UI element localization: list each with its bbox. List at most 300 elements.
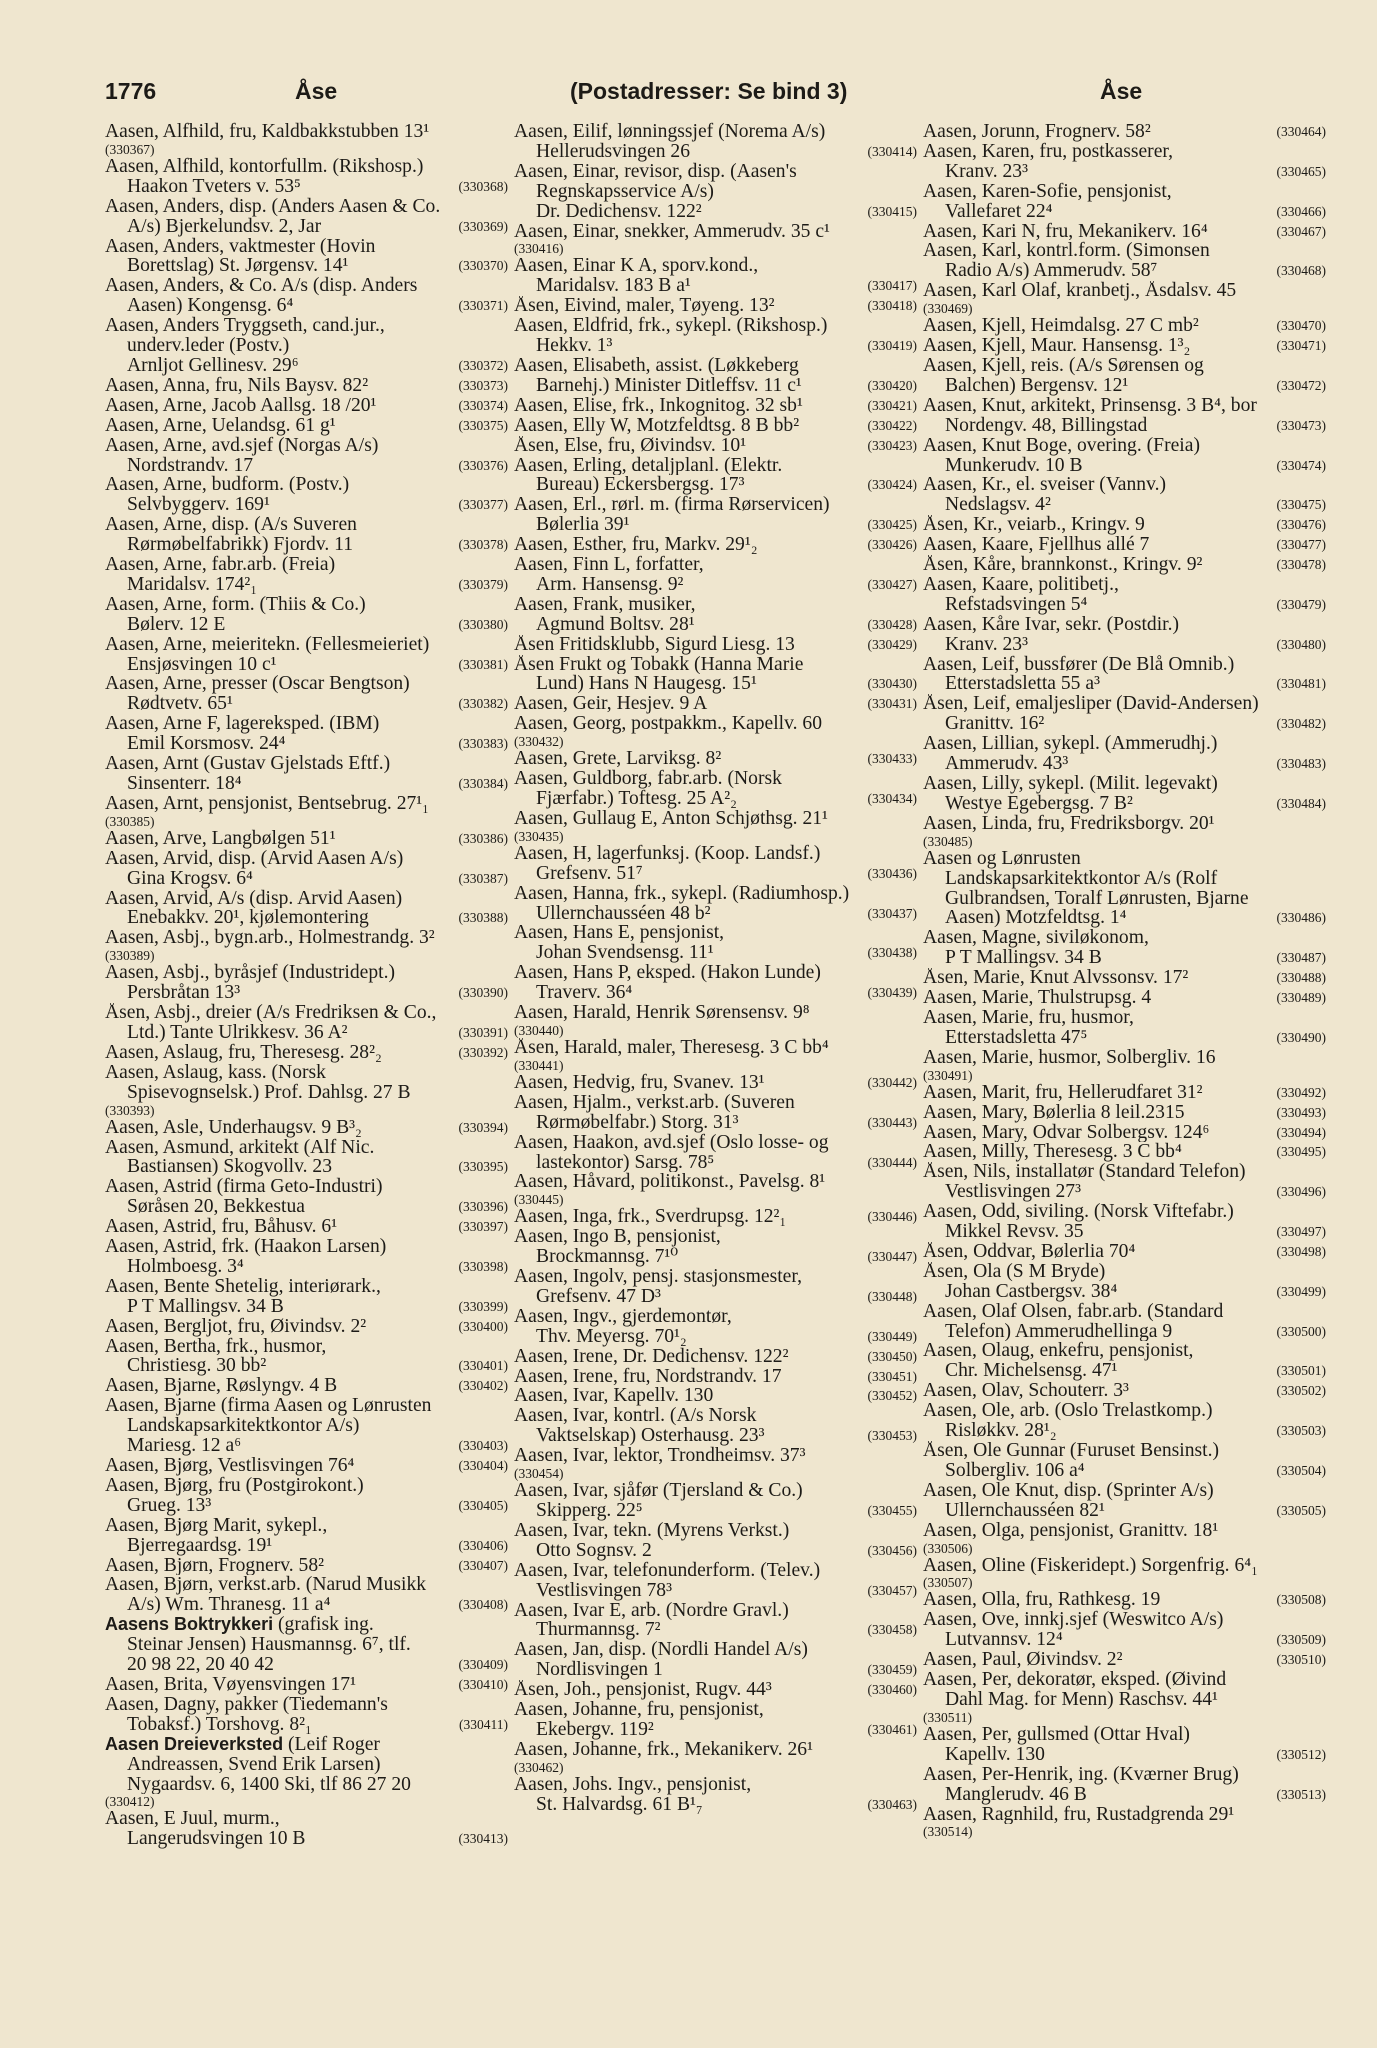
directory-entry: [105, 1376, 508, 1396]
entry-name-line: Åsen, Ola (S M Bryde): [923, 1261, 1106, 1282]
directory-entry: [923, 1670, 1326, 1725]
entry-continuation-line: Nedslagsv. 4²: [945, 495, 1051, 516]
entry-name-line: Aasen, Hans E, pensjonist,: [514, 923, 725, 944]
entry-code: (330499): [1276, 1283, 1326, 1299]
entry-name-line: Aasen, Astrid, frk. (Haakon Larsen): [105, 1237, 387, 1257]
entry-continuation-line: Fjærfabr.) Toftesg. 25 A²₂: [536, 789, 737, 809]
entry-name-line: Aasen, Kjell, Heimdalsg. 27 C mb²: [923, 316, 1199, 337]
directory-entry: [923, 142, 1326, 182]
directory-entry: [923, 1765, 1326, 1805]
entry-continuation-line: Telefon) Ammerudhellinga 9: [945, 1321, 1173, 1342]
entry-name-line: Åsen Fritidsklubb, Sigurd Liesg. 13: [514, 634, 795, 655]
directory-entry: [514, 122, 917, 162]
entry-continuation-line: Bastiansen) Skogvollv. 23: [127, 1157, 332, 1178]
entry-continuation-line: lastekontor) Sarsg. 78⁵: [536, 1152, 715, 1173]
entry-code: (330484): [1276, 795, 1326, 811]
entry-code: (330451): [867, 1368, 917, 1384]
entry-code: (330396): [458, 1199, 508, 1215]
entry-code: (330458): [867, 1622, 917, 1638]
entry-name-line: Aasen, Kari N, fru, Mekanikerv. 16⁴: [923, 221, 1208, 242]
directory-entry: [514, 694, 917, 714]
directory-entry: [923, 774, 1326, 814]
directory-entry: [514, 436, 917, 456]
directory-entry: [514, 1367, 917, 1387]
entry-continuation-line: Vestlisvingen 27³: [945, 1182, 1081, 1203]
entry-name-line: Aasen, Elisabeth, assist. (Løkkeberg: [514, 355, 799, 376]
entry-code: (330384): [458, 776, 508, 791]
entry-code: (330488): [1276, 970, 1326, 986]
entry-continuation-line: P T Mallingsv. 34 B: [127, 1296, 284, 1317]
entry-name-line: Aasen, Kaare, politibetj.,: [923, 574, 1119, 595]
entry-code: (330373): [458, 377, 508, 393]
directory-entry: [923, 849, 1326, 929]
entry-continuation-line: Tobaksf.) Torshovg. 8²₁: [127, 1714, 312, 1735]
entry-continuation-line: Bølerv. 12 E: [127, 614, 226, 635]
entry-name-line: Aasen, Arne, Uelandsg. 61 g¹: [105, 415, 336, 436]
entry-name-line: Aasen, Kjell, reis. (A/s Sørensen og: [923, 355, 1204, 376]
entry-continuation-line: Lund) Hans N Haugesg. 15¹: [536, 674, 757, 695]
entry-name-line: Aasen, Ivar, telefonunderform. (Telev.): [514, 1560, 821, 1581]
entry-name-line: Aasen, Mary, Odvar Solbergsv. 124⁶: [923, 1122, 1210, 1143]
entry-name-line: Aasen, Alfhild, kontorfullm. (Rikshosp.): [105, 156, 424, 177]
entry-name-line: Aasen, Mary, Bølerlia 8 leil.2315: [923, 1102, 1185, 1123]
entry-name-line: Aasen, Lilly, sykepl. (Milit. legevakt): [923, 774, 1218, 794]
entry-code: (330435): [514, 828, 564, 844]
entry-continuation-line: Lutvannsv. 12⁴: [945, 1630, 1063, 1651]
entry-name-line: Aasen, Erling, detaljplanl. (Elektr.: [514, 455, 783, 476]
entry-name-line: Aasen, Aslaug, kass. (Norsk: [105, 1062, 326, 1083]
entry-continuation-line: P T Mallingsv. 34 B: [945, 948, 1102, 969]
entry-name-line: Aasen, Arvid, disp. (Arvid Aasen A/s): [105, 848, 404, 869]
directory-entry: [923, 1202, 1326, 1242]
entry-name-line: Aasen, Knut Boge, overing. (Freia): [923, 435, 1200, 456]
entry-continuation-line: Vaktselskap) Osterhausg. 23³: [536, 1426, 765, 1447]
directory-entry: [923, 1556, 1326, 1591]
directory-entry: [514, 1446, 917, 1481]
entry-name-line: Aasen, Oline (Fiskeridept.) Sorgenfrig. 6⁴₁: [923, 1555, 1258, 1576]
entry-continuation-line: Grefsenv. 47 D³: [536, 1286, 661, 1307]
directory-entry: [514, 1133, 917, 1173]
directory-entry: [923, 436, 1326, 476]
directory-entry: [105, 1476, 508, 1516]
entry-code: (330438): [867, 945, 917, 961]
directory-entry: [105, 1575, 508, 1615]
entry-continuation-line: Risløkkv. 28¹₂: [945, 1421, 1057, 1441]
entry-code: (330508): [1276, 1592, 1326, 1608]
directory-entry: [923, 316, 1326, 336]
directory-entry: [105, 754, 508, 794]
directory-entry: [514, 356, 917, 396]
entry-name-line: Aasen, Arve, Langbølgen 51¹: [105, 828, 336, 849]
entry-continuation-line: A/s) Wm. Thranesg. 11 a⁴: [127, 1595, 331, 1616]
entry-code: (330446): [867, 1209, 917, 1225]
directory-entry: [923, 988, 1326, 1008]
entry-code: (330487): [1276, 950, 1326, 966]
entry-code: (330367): [105, 141, 155, 157]
entry-name-line: Aasen, Bjørg, fru (Postgirokont.): [105, 1475, 364, 1496]
entry-name-line: Aasen, Olla, fru, Rathkesg. 19: [923, 1590, 1161, 1611]
directory-entry: [105, 963, 508, 1003]
entry-code: (330409): [458, 1657, 508, 1673]
directory-entry: [514, 256, 917, 296]
entry-code: (330483): [1276, 756, 1326, 772]
directory-entry: [923, 1521, 1326, 1556]
entry-name-line: Aasen, Ingolv, pensj. stasjonsmester,: [514, 1267, 802, 1287]
entry-code: (330368): [458, 178, 508, 194]
entry-name-line: Aasen, Arne F, lagereksped. (IBM): [105, 714, 380, 735]
entry-code: (330377): [458, 497, 508, 513]
entry-code: (330473): [1276, 417, 1326, 433]
entry-name-line: Aasen, Asbj., byråsjef (Industridept.): [105, 963, 396, 984]
entry-code: (330424): [867, 477, 917, 493]
entry-code: (330430): [867, 676, 917, 692]
directory-entry: [923, 222, 1326, 242]
entry-code: (330454): [514, 1466, 564, 1482]
entry-code: (330408): [458, 1597, 508, 1613]
directory-entry: [923, 1341, 1326, 1381]
entry-code: (330431): [867, 696, 917, 712]
entry-code: (330428): [867, 616, 917, 632]
entry-continuation-line: Granittv. 16²: [945, 714, 1045, 735]
entry-name-line: Aasen, Bjørn, Frognerv. 58²: [105, 1555, 325, 1576]
entry-name-line: Aasen, Bergljot, fru, Øivindsv. 2²: [105, 1316, 367, 1337]
entry-name-line: Aasen, Johanne, frk., Mekanikerv. 26¹: [514, 1739, 813, 1760]
entry-continuation-line: 20 98 22, 20 40 42: [127, 1655, 274, 1675]
entry-code: (330417): [867, 278, 917, 294]
entry-code: (330427): [867, 576, 917, 592]
entry-name-line: Aasen, Geir, Hesjev. 9 A: [514, 694, 708, 715]
entry-name-line: Aasen, Einar, snekker, Ammerudv. 35 c¹: [514, 221, 830, 242]
entry-code: (330475): [1276, 497, 1326, 513]
directory-entry: [105, 1063, 508, 1118]
entry-code: (330512): [1276, 1746, 1326, 1762]
entry-code: (330434): [867, 791, 917, 806]
entry-continuation-line: Radio A/s) Ammerudv. 58⁷: [945, 261, 1158, 282]
entry-code: (330504): [1276, 1462, 1326, 1478]
entry-continuation-line: Enebakkv. 20¹, kjølemontering: [127, 908, 369, 929]
entry-name-line: Aasen, Arne, Jacob Aallsg. 18 /20¹: [105, 395, 377, 416]
entry-code: (330485): [923, 833, 973, 849]
entry-continuation-line: Maridalsv. 183 B a¹: [536, 276, 691, 297]
directory-entry: [923, 1481, 1326, 1521]
directory-entry: [105, 1003, 508, 1043]
directory-entry: [105, 1177, 508, 1217]
directory-entry: [514, 222, 917, 257]
directory-entry: [105, 714, 508, 754]
entry-continuation-line: Borettslag) St. Jørgensv. 14¹: [127, 256, 349, 277]
entry-code: (330414): [867, 143, 917, 159]
entry-continuation-line: Ensjøsvingen 10 c¹: [127, 654, 277, 675]
entry-code: (330404): [458, 1458, 508, 1473]
entry-code: (330391): [458, 1024, 508, 1040]
entry-name-line: Aasen, Ivar, lektor, Trondheimsv. 37³: [514, 1446, 806, 1467]
entry-name-line: Aasen, Ivar, tekn. (Myrens Verkst.): [514, 1520, 790, 1541]
directory-entry: [105, 1695, 508, 1735]
entry-code: (330426): [867, 537, 917, 553]
entry-code: (330397): [458, 1219, 508, 1235]
entry-code: (330371): [458, 298, 508, 314]
entry-name-line: Aasen, Marit, fru, Hellerudfaret 31²: [923, 1082, 1203, 1103]
column-2: [514, 122, 917, 2032]
directory-entry: [923, 694, 1326, 734]
directory-entry: [514, 316, 917, 356]
entry-code: (330509): [1276, 1632, 1326, 1648]
entry-continuation-line: Mikkel Revsv. 35: [945, 1222, 1084, 1242]
entry-continuation-line: Andreassen, Svend Erik Larsen): [127, 1754, 381, 1775]
directory-entry: [514, 1003, 917, 1038]
entry-code: (330429): [867, 636, 917, 652]
entry-code: (330389): [105, 948, 155, 964]
entry-continuation-line: Nordstrandv. 17: [127, 455, 254, 476]
entry-code: (330442): [867, 1074, 917, 1090]
entry-code: (330388): [458, 910, 508, 926]
entry-code: (330383): [458, 736, 508, 752]
directory-entry: [923, 1650, 1326, 1670]
entry-name-line: Aasen, Elly W, Motzfeldtsg. 8 B bb²: [514, 415, 800, 436]
entry-continuation-line: Steinar Jensen) Hausmannsg. 6⁷, tlf.: [127, 1635, 411, 1656]
entry-code: (330385): [105, 813, 155, 829]
entry-code: (330450): [867, 1348, 917, 1364]
entry-name-line: Aasen, Karen-Sofie, pensjonist,: [923, 181, 1172, 202]
directory-entry: [105, 1675, 508, 1695]
entry-name-line: Aasen, Erl., rørl. m. (firma Rørservicen): [514, 495, 830, 516]
entry-name-line: Aasen, Hedvig, fru, Svanev. 13¹: [514, 1072, 765, 1093]
entry-code: (330423): [867, 437, 917, 453]
entry-code: (330413): [458, 1831, 508, 1847]
entry-name-line: Aasen, Aslaug, fru, Theresesg. 28²₂: [105, 1042, 382, 1063]
entry-name-line: Aasen, Ole, arb. (Oslo Trelastkomp.): [923, 1401, 1213, 1422]
directory-entry: [514, 1700, 917, 1740]
directory-entry: [923, 182, 1326, 222]
entry-name-line: Aasen, Marie, fru, husmor,: [923, 1007, 1134, 1028]
entry-name-line: Aasen, Arne, form. (Thiis & Co.): [105, 594, 366, 615]
entry-continuation-line: Ullernchausséen 82¹: [945, 1500, 1105, 1521]
right-guide-word: Åse: [1100, 78, 1143, 104]
entry-continuation-line: A/s) Bjerkelundsv. 2, Jar: [127, 216, 322, 237]
directory-columns: [105, 122, 1350, 2032]
entry-name-line: Aasen, Marie, husmor, Solbergliv. 16: [923, 1047, 1216, 1068]
entry-name-line: Aasen, Haakon, avd.sjef (Oslo losse- og: [514, 1132, 829, 1153]
entry-name-line: Aasen, Einar, revisor, disp. (Aasen's: [514, 161, 797, 182]
entry-name-line: Aasen, Asbj., bygn.arb., Holmestrandg. 3²: [105, 928, 435, 949]
entry-code: (330444): [867, 1154, 917, 1170]
directory-entry: [105, 889, 508, 929]
directory-entry: [105, 829, 508, 849]
entry-code: (330474): [1276, 457, 1326, 473]
entry-code: (330455): [867, 1503, 917, 1518]
entry-continuation-line: Gulbrandsen, Toralf Lønrusten, Bjarne: [945, 888, 1249, 909]
entry-continuation-line: Nordlisvingen 1: [536, 1660, 663, 1681]
entry-continuation-line: Bureau) Eckersbergsg. 17³: [536, 475, 745, 496]
directory-entry: [105, 376, 508, 396]
directory-entry: [923, 1590, 1326, 1610]
entry-name-line: Aasen, Asmund, arkitekt (Alf Nic.: [105, 1137, 375, 1158]
directory-entry: [514, 1038, 917, 1073]
entry-name-line: Aasen og Lønrusten: [923, 848, 1081, 869]
directory-entry: [514, 495, 917, 535]
directory-entry: [514, 1640, 917, 1680]
entry-code: (330432): [514, 734, 564, 750]
entry-continuation-line: Brockmannsg. 7¹⁰: [536, 1247, 679, 1268]
entry-code: (330386): [458, 830, 508, 846]
entry-name-line: Aasen, Karl Olaf, kranbetj., Åsdalsv. 45: [923, 281, 1237, 302]
entry-continuation-line: Mariesg. 12 a⁶: [127, 1436, 242, 1456]
entry-code: (330419): [867, 338, 917, 354]
directory-entry: [923, 1083, 1326, 1103]
entry-name-line: Aasen, Karen, fru, postkasserer,: [923, 141, 1174, 162]
entry-name-line: Aasen, Ivar, sjåfør (Tjersland & Co.): [514, 1481, 803, 1501]
directory-entry: [923, 241, 1326, 281]
entry-code: (330379): [458, 576, 508, 592]
directory-entry: [105, 1735, 508, 1810]
directory-entry: [923, 1048, 1326, 1083]
entry-code: (330452): [867, 1388, 917, 1404]
directory-entry: [105, 396, 508, 416]
entry-continuation-line: Bølerlia 39¹: [536, 515, 630, 536]
entry-name-line: Åsen, Ole Gunnar (Furuset Bensinst.): [923, 1441, 1220, 1461]
entry-code: (330457): [867, 1582, 917, 1598]
entry-code: (330453): [867, 1428, 917, 1444]
entry-code: (330503): [1276, 1423, 1326, 1439]
directory-entry: [923, 968, 1326, 988]
entry-code: (330392): [458, 1044, 508, 1060]
directory-entry: [514, 1601, 917, 1641]
entry-name-line: Aasen, Hans P, eksped. (Hakon Lunde): [514, 963, 821, 984]
entry-continuation-line: Manglerudv. 46 B: [945, 1784, 1087, 1805]
directory-entry: [105, 1043, 508, 1063]
entry-name-line: Åsen, Oddvar, Bølerlia 70⁴: [923, 1241, 1136, 1262]
entry-code: (330439): [867, 985, 917, 1001]
directory-entry: [105, 1516, 508, 1556]
directory-entry: [923, 814, 1326, 849]
entry-code: (330468): [1276, 263, 1326, 279]
directory-entry: [105, 276, 508, 316]
entry-name-line: Aasen, Arne, budform. (Postv.): [105, 475, 350, 496]
entry-name-line: Aasen, Dagny, pakker (Tiedemann's: [105, 1694, 388, 1715]
entry-code: (330440): [514, 1022, 564, 1038]
entry-code: (330479): [1276, 596, 1326, 612]
entry-continuation-line: Regnskapsservice A/s): [536, 181, 714, 202]
entry-name-line: Aasen, H, lagerfunksj. (Koop. Landsf.): [514, 843, 821, 864]
directory-entry: [923, 555, 1326, 575]
entry-name-line: Aasen, Leif, bussfører (De Blå Omnib.): [923, 654, 1235, 675]
entry-continuation-line: Ullernchausséen 48 b²: [536, 903, 711, 924]
entry-name-line: Aasen, Bente Shetelig, interiørark.,: [105, 1276, 381, 1297]
entry-name-line: Aasen, Anna, fru, Nils Baysv. 82²: [105, 375, 369, 396]
directory-entry: [105, 1317, 508, 1337]
entry-code: (330478): [1276, 557, 1326, 573]
entry-code: (330370): [458, 258, 508, 274]
entry-name-line: Aasen, E Juul, murm.,: [105, 1809, 280, 1830]
entry-continuation-line: Nordengv. 48, Billingstad: [945, 415, 1148, 436]
entry-code: (330395): [458, 1159, 508, 1175]
entry-code: (330466): [1276, 203, 1326, 219]
directory-entry: [923, 356, 1326, 396]
entry-continuation-line: Dahl Mag. for Menn) Raschsv. 44¹: [945, 1689, 1218, 1710]
entry-code: (330400): [458, 1318, 508, 1334]
directory-entry: [514, 396, 917, 416]
entry-continuation-line: Spisevognselsk.) Prof. Dahlsg. 27 B: [127, 1082, 411, 1103]
entry-name-line: Aasen, Arne, meieritekn. (Fellesmeieriet): [105, 634, 430, 655]
directory-entry: [923, 535, 1326, 555]
entry-code: (330502): [1276, 1383, 1326, 1399]
entry-code: (330501): [1276, 1363, 1326, 1379]
directory-entry: [105, 1809, 508, 1849]
directory-entry: [514, 1521, 917, 1561]
entry-name-line: Åsen, Nils, installatør (Standard Telefon): [923, 1162, 1246, 1183]
entry-code: (330472): [1276, 377, 1326, 393]
entry-code: (330437): [867, 905, 917, 921]
entry-name-line: Aasen, Kr., el. sveiser (Vannv.): [923, 475, 1167, 496]
directory-entry: [514, 1093, 917, 1133]
entry-code: (330399): [458, 1298, 508, 1314]
entry-continuation-line: Langerudsvingen 10 B: [127, 1829, 306, 1850]
entry-continuation-line: Dr. Dedichensv. 122²: [536, 201, 702, 222]
directory-entry: [514, 1775, 917, 1815]
entry-name-line: Aasen, Anders, disp. (Anders Aasen & Co.: [105, 196, 441, 217]
entry-continuation-line: Søråsen 20, Bekkestua: [127, 1197, 305, 1218]
directory-entry: [514, 1406, 917, 1446]
entry-code: (330471): [1276, 338, 1326, 354]
entry-continuation-line: underv.leder (Postv.): [127, 336, 290, 356]
entry-code: (330376): [458, 457, 508, 473]
entry-name-line: Aasen, Brita, Vøyensvingen 17¹: [105, 1674, 356, 1695]
entry-name-line: Aasen, Knut, arkitekt, Prinsensg. 3 B⁴, bor: [923, 395, 1257, 416]
entry-code: (330464): [1276, 124, 1326, 139]
directory-entry: [514, 456, 917, 496]
entry-code: (330495): [1276, 1144, 1326, 1160]
entry-name-line: Aasen, Irene, Dr. Dedichensv. 122²: [514, 1346, 789, 1367]
entry-continuation-line: Skipperg. 22⁵: [536, 1501, 643, 1521]
directory-entry: [105, 436, 508, 476]
directory-entry: [923, 336, 1326, 356]
entry-continuation-line: Thv. Meyersg. 70¹₂: [536, 1326, 687, 1347]
entry-name-line: Aasen, Bjarne (firma Aasen og Lønrusten: [105, 1396, 432, 1417]
directory-entry: [923, 122, 1326, 142]
entry-name-line: Aasen, Magne, siviløkonom,: [923, 928, 1149, 949]
entry-name-line: Aasen Dreieverksted (Leif Roger: [105, 1734, 380, 1755]
entry-code: (330445): [514, 1192, 564, 1208]
entry-name-line: Aasen, Kjell, Maur. Hansensg. 1³₂: [923, 336, 1191, 356]
directory-entry: [514, 844, 917, 884]
column-3: [923, 122, 1326, 2032]
entry-continuation-line: Rørmøbelfabrikk) Fjordv. 11: [127, 535, 354, 556]
directory-entry: [923, 1805, 1326, 1840]
directory-entry: [105, 1118, 508, 1138]
entry-name-line: Aasen, Ingv., gjerdemontør,: [514, 1306, 732, 1327]
directory-entry: [514, 1481, 917, 1521]
entry-name-line: Aasen, Bjørn, verkst.arb. (Narud Musikk: [105, 1575, 427, 1596]
entry-name-line: Aasen, Kåre Ivar, sekr. (Postdir.): [923, 614, 1180, 635]
directory-entry: [514, 1267, 917, 1307]
entry-name-line: Aasen, Ivar E, arb. (Nordre Gravl.): [514, 1600, 789, 1621]
entry-continuation-line: Selvbyggerv. 169¹: [127, 495, 270, 516]
entry-code: (330418): [867, 298, 917, 314]
directory-entry: [105, 1217, 508, 1237]
entry-name-line: Aasen, Bjørg, Vestlisvingen 76⁴: [105, 1456, 355, 1476]
directory-entry: [105, 1396, 508, 1456]
directory-entry: [105, 1138, 508, 1178]
entry-name-line: Aasen, Asle, Underhaugsv. 9 B³₂: [105, 1117, 362, 1138]
entry-name-line: Aasen, Arne, fabr.arb. (Freia): [105, 555, 336, 575]
directory-entry: [514, 1227, 917, 1267]
entry-code: (330514): [923, 1824, 973, 1840]
entry-continuation-line: Kapellv. 130: [945, 1744, 1045, 1765]
directory-entry: [105, 555, 508, 595]
left-guide-word: Åse: [295, 78, 338, 104]
directory-entry: [105, 794, 508, 829]
entry-code: (330448): [867, 1288, 917, 1304]
